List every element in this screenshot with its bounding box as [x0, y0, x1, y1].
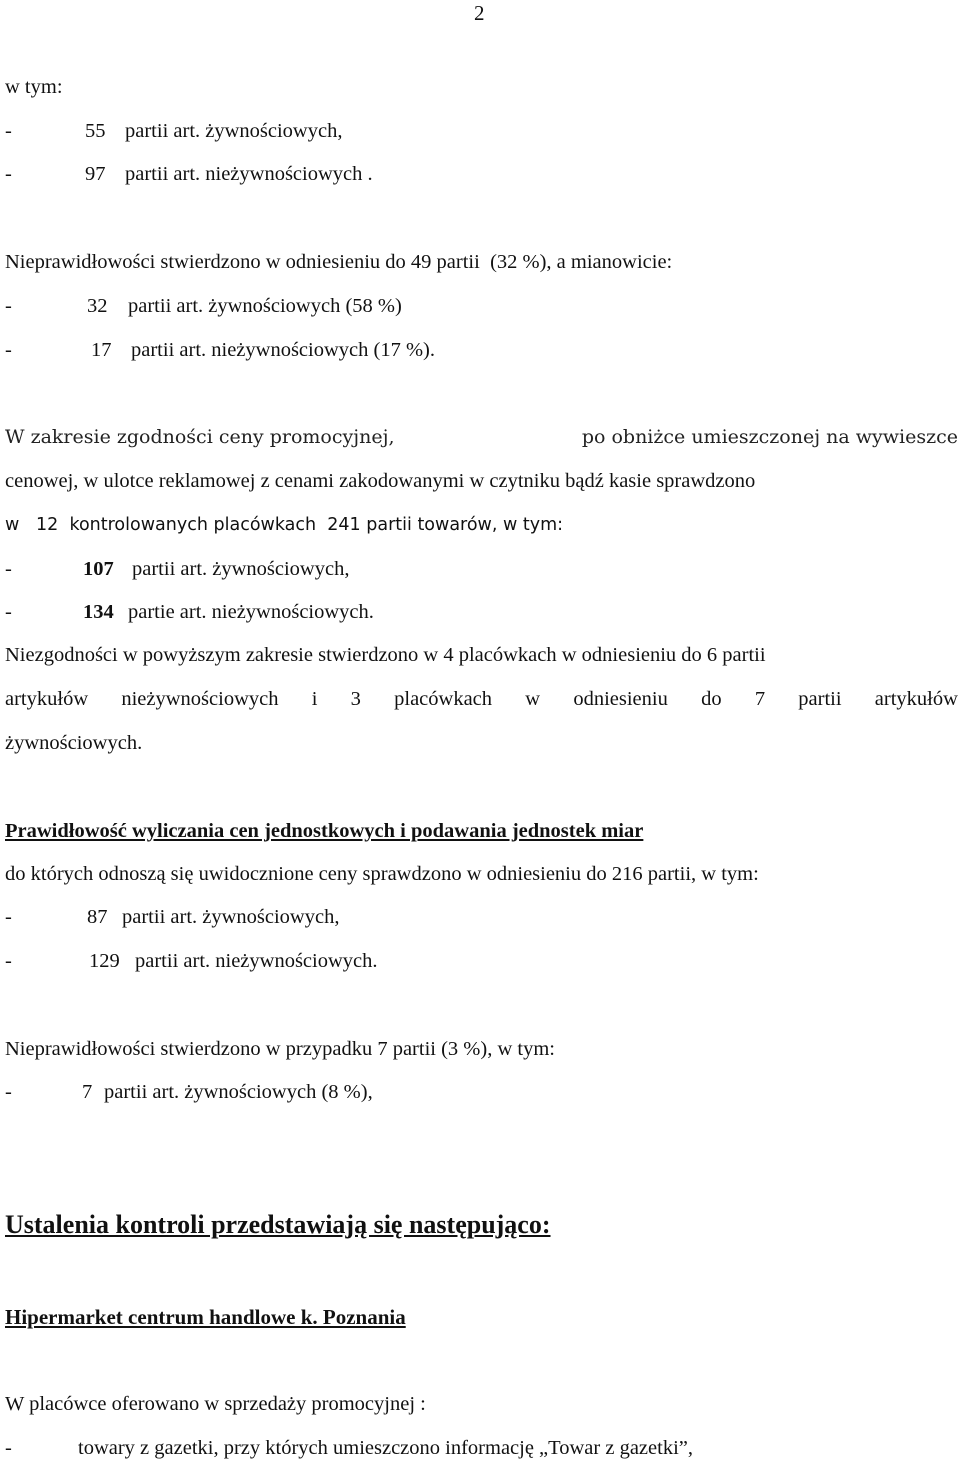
- list-dash: -: [5, 906, 12, 928]
- paragraph-line: [5, 686, 958, 712]
- word: 12: [36, 515, 59, 535]
- word: artykułów: [5, 688, 89, 710]
- list-text: partii art. żywnościowych,: [132, 558, 350, 580]
- list-text: partie art. nieżywnościowych.: [128, 601, 374, 623]
- paragraph-line: żywnościowych.: [5, 732, 143, 754]
- list-dash: -: [5, 558, 12, 580]
- list-text: partii art. żywnościowych (8 %),: [104, 1081, 373, 1103]
- paragraph-line: [5, 512, 563, 538]
- list-item: [5, 337, 905, 363]
- list-number: 97: [85, 163, 106, 185]
- list-dash: -: [5, 120, 12, 142]
- heading-left: W zakresie zgodności ceny promocyjnej,: [5, 426, 395, 448]
- list-text: partii art. żywnościowych,: [122, 906, 340, 928]
- list-item: [5, 948, 905, 974]
- list-number: 55: [85, 120, 106, 142]
- list-item: [5, 1435, 945, 1461]
- list-text: partii art. żywnościowych (58 %): [128, 295, 402, 317]
- subsection-title: Hipermarket centrum handlowe k. Poznania: [5, 1305, 406, 1329]
- word: artykułów: [874, 688, 958, 710]
- word: towarów,: [417, 515, 498, 535]
- list-number: 129: [89, 950, 120, 972]
- paragraph-line: cenowej, w ulotce reklamowej z cenami zakodowanymi w czytniku bądź kasie sprawdzono: [5, 470, 756, 492]
- intro-text: w tym:: [5, 76, 63, 98]
- paragraph-heading: [5, 424, 958, 450]
- list-number: 87: [87, 906, 108, 928]
- heading-tail: (32 %), a mianowicie:: [490, 251, 673, 273]
- list-dash: -: [5, 339, 12, 361]
- paragraph-heading: [5, 249, 672, 275]
- list-item: [5, 556, 905, 582]
- list-item: [5, 904, 905, 930]
- word: w: [525, 688, 541, 710]
- word: 7: [754, 688, 766, 710]
- list-text: partii art. nieżywnościowych (17 %).: [131, 339, 435, 361]
- word: 3: [350, 688, 361, 710]
- list-text: partii art. nieżywnościowych.: [135, 950, 378, 972]
- list-number: 134: [83, 601, 114, 623]
- word: placówkach: [213, 515, 317, 535]
- word: tym:: [522, 515, 564, 535]
- word: kontrolowanych: [69, 515, 208, 535]
- word: nieżywnościowych: [121, 688, 279, 710]
- list-dash: -: [5, 295, 12, 317]
- word: 241: [327, 515, 361, 535]
- paragraph-line: Niezgodności w powyższym zakresie stwierdzono w 4 placówkach w odniesieniu do 6 partii: [5, 644, 766, 666]
- word: w: [503, 515, 518, 535]
- list-text: partii art. nieżywnościowych .: [125, 163, 373, 185]
- list-item: [5, 161, 905, 187]
- heading-main: Nieprawidłowości stwierdzono w odniesieniu do 49 partii: [5, 251, 480, 273]
- word: do: [701, 688, 722, 710]
- word: placówkach: [394, 688, 493, 710]
- list-dash: -: [5, 950, 12, 972]
- list-dash: -: [5, 1437, 12, 1459]
- heading-right: po obniżce umieszczonej na wywieszce: [581, 426, 958, 448]
- list-dash: -: [5, 1081, 12, 1103]
- paragraph-line: W placówce oferowano w sprzedaży promocyjnej :: [5, 1393, 426, 1415]
- list-item: [5, 599, 905, 625]
- list-dash: -: [5, 601, 12, 623]
- paragraph-line: do których odnoszą się uwidocznione ceny sprawdzono w odniesieniu do 216 partii, w tym:: [5, 863, 759, 885]
- list-item: [5, 118, 905, 144]
- list-number: 7: [82, 1081, 93, 1103]
- paragraph-heading: Prawidłowość wyliczania cen jednostkowych i podawania jednostek miar: [5, 820, 644, 842]
- section-title: Ustalenia kontroli przedstawiają się następująco:: [5, 1210, 551, 1239]
- paragraph-line: Nieprawidłowości stwierdzono w przypadku 7 partii (3 %), w tym:: [5, 1038, 555, 1060]
- word: odniesieniu: [573, 688, 668, 710]
- word: partii: [366, 515, 412, 535]
- list-number: 107: [83, 558, 114, 580]
- list-dash: -: [5, 163, 12, 185]
- list-number: 32: [87, 295, 108, 317]
- list-text: towary z gazetki, przy których umieszczono informację „Towar z gazetki”,: [78, 1437, 693, 1459]
- list-item: [5, 293, 905, 319]
- word: i: [311, 688, 318, 710]
- word: w: [5, 515, 20, 535]
- list-text: partii art. żywnościowych,: [125, 120, 343, 142]
- list-number: 17: [91, 339, 112, 361]
- page-number: 2: [474, 1, 485, 25]
- list-item: [5, 1079, 905, 1105]
- word: partii: [798, 688, 842, 710]
